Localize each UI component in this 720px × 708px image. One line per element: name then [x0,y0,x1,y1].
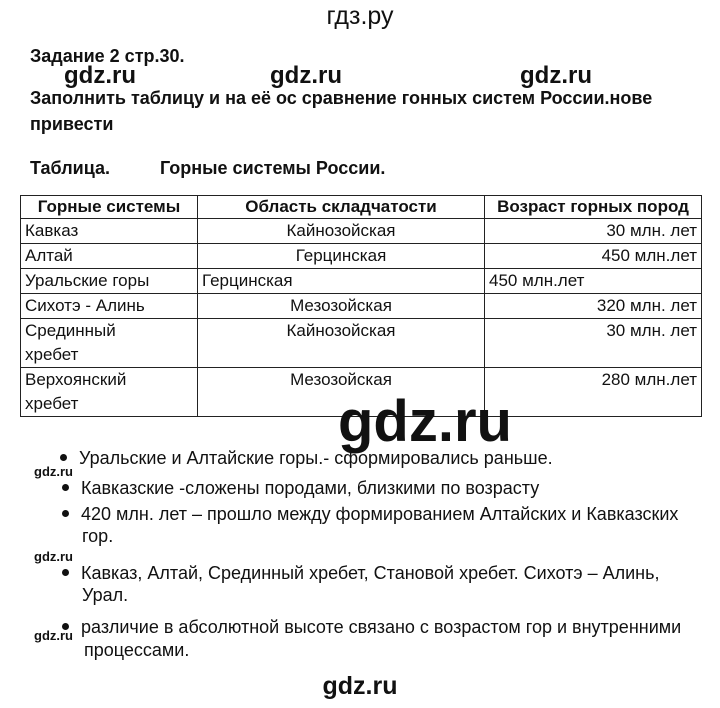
table-caption-label: Таблица. [30,158,111,178]
bullet-dot-icon [62,569,69,576]
column-header-folding: Область складчатости [198,196,485,219]
cell-age: 280 млн.лет [485,368,702,417]
watermark-small: gdz.ru [34,628,73,643]
cell-system [21,368,198,417]
watermark-small: gdz.ru [34,549,73,564]
cell-folding: Мезозойская [198,368,485,417]
bullet-text: Кавказские -сложены породами, близкими по возрасту [81,478,540,498]
table-caption-title: Горные системы России. [160,158,386,178]
mountain-systems-table [20,195,702,417]
table-row [21,319,702,368]
watermark: gdz.ru [520,62,592,89]
bullet-item [62,559,659,587]
column-header-system: Горные системы [21,196,198,219]
task-instruction-continued: привести [30,114,114,134]
cell-system: Уральские горы [21,269,198,294]
bullet-text-continued: Урал. [82,585,129,605]
bullet-text: Кавказ, Алтай, Срединный хребет, Становой хребет. Сихотэ – Алинь, [81,563,660,583]
watermark: gdz.ru [270,62,342,89]
cell-folding: Мезозойская [198,294,485,319]
task-instruction: Заполнить таблицу и на её ос сравнение гонных систем России.нове [30,88,653,108]
cell-system-line: хребет [25,345,79,364]
watermark-large: gdz.ru [338,389,512,454]
table-row [21,219,702,244]
bullet-item [62,474,539,502]
table-row [21,244,702,269]
bullet-text-continued: гор. [82,526,114,546]
cell-folding: Герцинская [198,244,485,269]
bullet-item [60,444,553,472]
bullet-text-continued: процессами. [84,640,190,660]
bullet-dot-icon [62,484,69,491]
watermark-bottom: gdz.ru [322,672,398,700]
cell-age: 450 млн.лет [485,269,702,294]
table-header-row [21,196,702,219]
cell-system: Кавказ [21,219,198,244]
cell-age: 30 млн. лет [485,319,702,368]
cell-folding: Кайнозойская [198,219,485,244]
table-row [21,294,702,319]
cell-age: 320 млн. лет [485,294,702,319]
column-header-age: Возраст горных пород [485,196,702,219]
cell-folding: Герцинская [198,269,485,294]
bullet-text: 420 млн. лет – прошло между формированием Алтайских и Кавказских [81,504,679,524]
task-title: Задание 2 стр.30. [30,46,185,66]
bullet-dot-icon [60,454,67,461]
cell-system-line: Срединный [25,321,116,340]
table-row [21,269,702,294]
cell-system-line: хребет [25,394,79,413]
cell-folding: Кайнозойская [198,319,485,368]
cell-system [21,319,198,368]
watermark: gdz.ru [64,62,136,89]
cell-age: 450 млн.лет [485,244,702,269]
cell-age: 30 млн. лет [485,219,702,244]
bullet-text: различие в абсолютной высоте связано с возрастом гор и внутренними [81,617,682,637]
site-title: гдз.ру [326,2,394,30]
bullet-item [62,613,681,641]
cell-system-line: Верхоянский [25,370,127,389]
cell-system: Алтай [21,244,198,269]
watermark-small: gdz.ru [34,464,73,479]
bullet-dot-icon [62,510,69,517]
bullet-text: Уральские и Алтайские горы.- сформировались раньше. [79,448,553,468]
cell-system: Сихотэ - Алинь [21,294,198,319]
bullet-item [62,500,678,528]
